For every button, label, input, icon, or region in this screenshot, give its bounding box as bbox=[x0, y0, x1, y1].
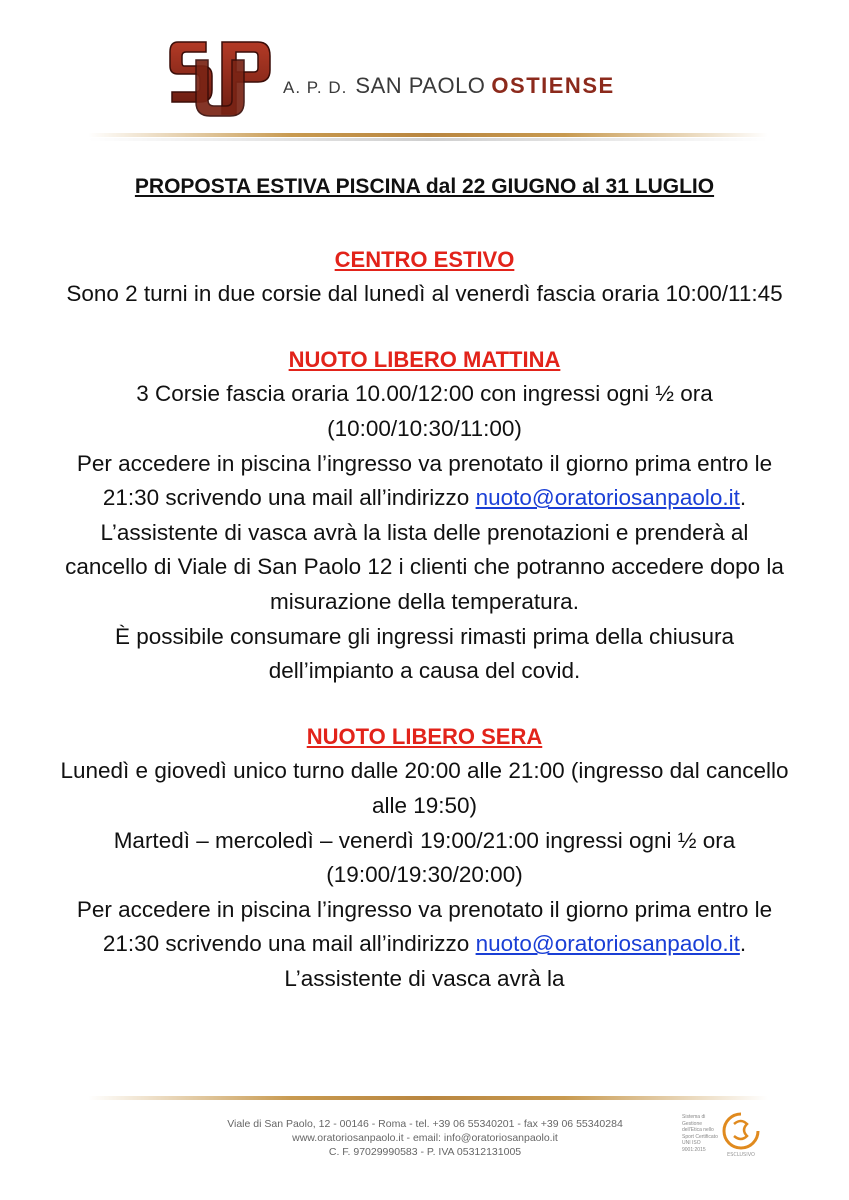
section-text: Martedì – mercoledì – venerdì 19:00/21:00 ingressi ogni ½ ora (19:00/19:30/20:00) bbox=[113, 827, 736, 888]
section-text: Lunedì e giovedì unico turno dalle 20:00 alle 21:00 (ingresso dal cancello alle 19:50) bbox=[60, 758, 789, 818]
section-text bbox=[60, 893, 789, 997]
section-text bbox=[60, 447, 789, 620]
header-divider bbox=[88, 133, 768, 137]
org-name-main: SAN PAOLO bbox=[355, 73, 486, 98]
letterhead bbox=[0, 0, 849, 140]
cert-logo-label: ESCLUSIVO bbox=[727, 1152, 755, 1158]
footer-tax-line: C. F. 97029990583 - P. IVA 05312131005 bbox=[328, 1146, 522, 1158]
section-nuoto-libero-sera bbox=[60, 720, 789, 997]
email-link[interactable]: nuoto@oratoriosanpaolo.it bbox=[475, 931, 740, 957]
email-link[interactable]: nuoto@oratoriosanpaolo.it bbox=[475, 485, 740, 511]
spo-monogram-logo bbox=[166, 36, 274, 120]
org-name-strong: OSTIENSE bbox=[491, 73, 615, 98]
section-centro-estivo bbox=[60, 243, 789, 312]
certification-logo-icon bbox=[720, 1110, 762, 1158]
booking-instructions: Per accedere in piscina l’ingresso va prenotato il giorno prima entro le 21:30 scrivendo una mail all’indirizzo bbox=[76, 450, 773, 511]
section-heading: CENTRO ESTIVO bbox=[334, 246, 515, 272]
document-title: PROPOSTA ESTIVA PISCINA dal 22 GIUGNO al 31 LUGLIO bbox=[134, 175, 715, 198]
section-text: È possibile consumare gli ingressi rimasti prima della chiusura dell’impianto a causa del covid. bbox=[114, 623, 734, 684]
booking-details: . L’assistente di vasca avrà la lista delle prenotazioni e prenderà al cancello di Viale di San Paolo 12 i clienti che potranno accedere dopo la misurazione della temperatura. bbox=[65, 485, 784, 614]
section-text: 3 Corsie fascia oraria 10.00/12:00 con ingressi ogni ½ ora (10:00/10:30/11:00) bbox=[136, 381, 713, 441]
section-nuoto-libero-mattina bbox=[60, 343, 789, 689]
section-heading: NUOTO LIBERO MATTINA bbox=[288, 346, 561, 372]
header-divider-shadow bbox=[88, 138, 768, 141]
document-body bbox=[60, 170, 789, 1027]
section-heading: NUOTO LIBERO SERA bbox=[306, 723, 543, 749]
booking-instructions: Per accedere in piscina l’ingresso va prenotato il giorno prima entro le 21:30 scrivendo una mail all’indirizzo bbox=[76, 896, 773, 957]
footer-address bbox=[180, 1117, 670, 1159]
organization-name bbox=[283, 73, 615, 99]
booking-details: . L’assistente di vasca avrà la bbox=[284, 931, 747, 991]
certification-text: Sistema di Gestione dell'Etica nello Sport Certificato UNI ISO 9001:2015 bbox=[682, 1114, 718, 1153]
footer-web-line: www.oratoriosanpaolo.it - email: info@oratoriosanpaolo.it bbox=[292, 1132, 558, 1144]
footer-address-line: Viale di San Paolo, 12 - 00146 - Roma - tel. +39 06 55340201 - fax +39 06 55340284 bbox=[227, 1118, 623, 1130]
org-prefix: A. P. D. bbox=[283, 78, 348, 97]
section-text: Sono 2 turni in due corsie dal lunedì al venerdì fascia oraria 10:00/11:45 bbox=[66, 281, 783, 307]
footer-divider bbox=[88, 1096, 768, 1100]
